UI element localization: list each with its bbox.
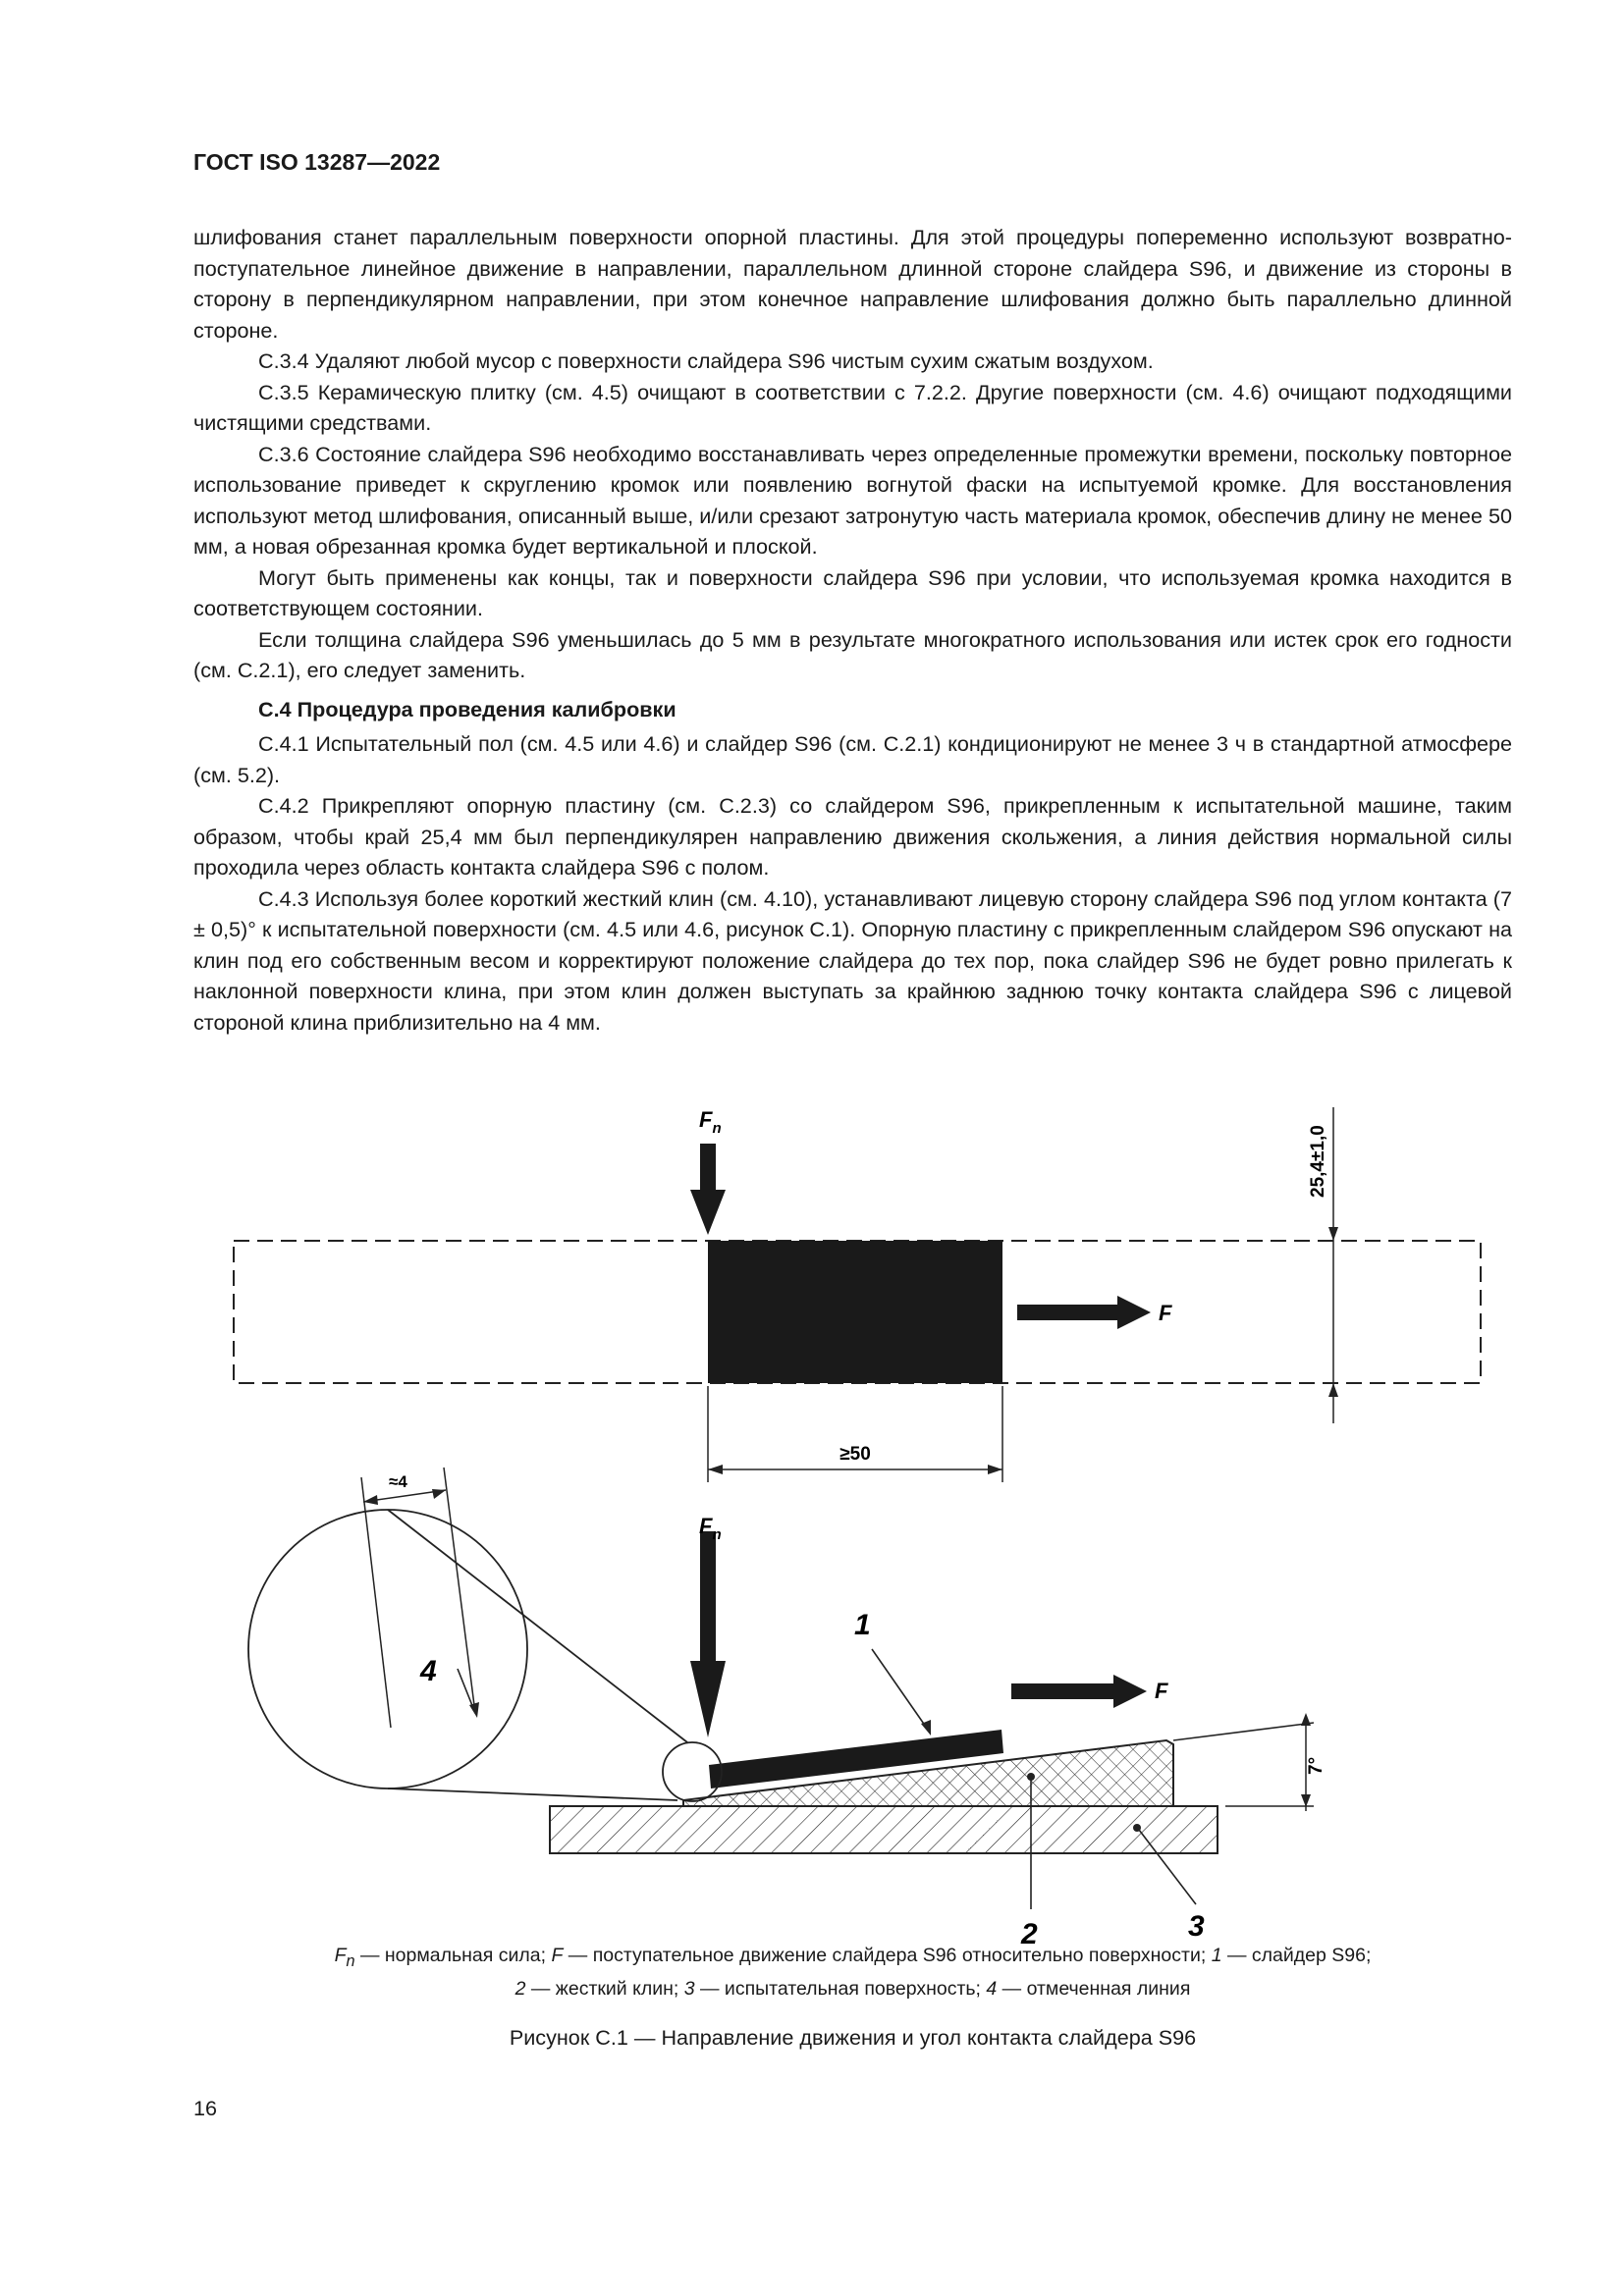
- length-dimension: [708, 1386, 1002, 1482]
- legend-f-desc: — поступательное движение слайдера S96 относительно поверхности;: [563, 1945, 1212, 1966]
- figure-caption: Рисунок С.1 — Направление движения и угол контакта слайдера S96: [509, 2025, 1197, 2050]
- figure-legend: [193, 1942, 1512, 2002]
- paragraph-c-3-6-b: Могут быть применены как концы, так и поверхности слайдера S96 при условии, что используемая кромка находится в соответствующем состоянии.: [193, 564, 1512, 620]
- paragraph-c-4-2: С.4.2 Прикрепляют опорную пластину (см. С.2.3) со слайдером S96, прикрепленным к испытательной машине, таким образом, чтобы край 25,4 мм был перпендикулярен направлению движения скольжения, а линия действия нормальной силы проходила через область контакта слайдера S96 с полом.: [193, 793, 1512, 880]
- fn-label-side: $F_n$: [699, 1514, 722, 1543]
- legend-fn-desc: — нормальная сила;: [354, 1945, 552, 1966]
- slider-footprint: [708, 1241, 1002, 1383]
- width-dimension: [1308, 1107, 1338, 1423]
- angle-label: 7°: [1306, 1756, 1326, 1775]
- legend-line-2: [193, 1975, 1512, 2002]
- legend-n1: 1: [1211, 1945, 1222, 1966]
- f-label-side: F: [1155, 1679, 1168, 1703]
- legend-d1: — слайдер S96;: [1221, 1945, 1372, 1966]
- length-dimension-label: ≥50: [839, 1444, 871, 1465]
- page-number: 16: [193, 2096, 218, 2120]
- width-dimension-label: 25,4±1,0: [1308, 1125, 1328, 1198]
- figure-c-1: [0, 1080, 1624, 1944]
- side-view: [248, 1468, 1326, 1944]
- callout-2: 2: [1021, 1918, 1038, 1944]
- paragraph-c-3-5: С.3.5 Керамическую плитку (см. 4.5) очищают в соответствии с 7.2.2. Другие поверхности (см. 4.6) очищают подходящими чистящими средствами.: [193, 379, 1512, 435]
- normal-force-arrow-top: [690, 1107, 726, 1235]
- legend-fn-symbol: $F_n$: [334, 1945, 355, 1970]
- paragraph-c-3-6: С.3.6 Состояние слайдера S96 необходимо восстанавливать через определенные промежутки времени, поскольку повторное использование приведет к скруглению кромок или появлению вогнутой фаски на испытуемой кромке. Для восстановления используют метод шлифования, описанный выше, и/или срезают затронутую часть материала кромок, обеспечив длину не менее 50 мм, а новая обрезанная кромка будет вертикальной и плоской.: [193, 441, 1512, 559]
- motion-arrow-side: [1011, 1675, 1168, 1708]
- fn-label-top: $F_n$: [699, 1107, 722, 1137]
- callout-1: 1: [854, 1609, 871, 1641]
- section-title-c-4: С.4 Процедура проведения калибровки: [258, 696, 677, 721]
- legend-line-1: [193, 1942, 1512, 1975]
- legend-n3: 3: [683, 1977, 695, 2000]
- paragraph-c-3-6-c: Если толщина слайдера S96 уменьшилась до 5 мм в результате многократного использования или истек срок его годности (см. С.2.1), его следует заменить.: [193, 626, 1512, 682]
- motion-arrow-plan: [1017, 1296, 1172, 1329]
- document-header: ГОСТ ISO 13287—2022: [193, 149, 441, 175]
- legend-n4: 4: [986, 1977, 998, 2000]
- legend-d3: — испытательная поверхность;: [694, 1977, 987, 2000]
- magnified-detail: [248, 1510, 527, 1814]
- paragraph-c-3-4: С.3.4 Удаляют любой мусор с поверхности слайдера S96 чистым сухим сжатым воздухом.: [258, 348, 1154, 373]
- body-text: [193, 222, 1512, 1038]
- callout-3: 3: [1188, 1910, 1205, 1943]
- legend-f-symbol: F: [551, 1945, 564, 1966]
- plan-view: [234, 1107, 1481, 1482]
- overhang-dimension-label: ≈4: [389, 1472, 407, 1491]
- paragraph-c-4-1: С.4.1 Испытательный пол (см. 4.5 или 4.6) и слайдер S96 (см. С.2.1) кондиционируют не менее 3 ч в стандартной атмосфере (см. 5.2).: [193, 731, 1512, 787]
- legend-n2: 2: [514, 1977, 526, 2000]
- legend-d4: — отмеченная линия: [997, 1977, 1191, 2000]
- paragraph-c-4-3: С.4.3 Используя более короткий жесткий клин (см. 4.10), устанавливают лицевую сторону слайдера S96 под углом контакта (7 ± 0,5)° к испытательной поверхности (см. 4.5 или 4.6, рисунок С.1). Опорную пластину с прикрепленным слайдером S96 опускают на клин под его собственным весом и корректируют положение слайдера до тех пор, пока слайдер S96 не будет ровно прилегать к наклонной поверхности клина, при этом клин должен выступать за крайнюю заднюю точку контакта слайдера S96 с лицевой стороной клина приблизительно на 4 мм.: [193, 885, 1512, 1035]
- paragraph-continuation: шлифования станет параллельным поверхности опорной пластины. Для этой процедуры попеременно используют возвратно-поступательное линейное движение в направлении, параллельном длинной стороне слайдера S96, и движение из стороны в сторону в перпендикулярном направлении, при этом конечное направление шлифования должно быть параллельно длинной стороне.: [193, 225, 1512, 343]
- normal-force-arrow-side: [690, 1514, 726, 1737]
- legend-d2: — жесткий клин;: [525, 1977, 684, 2000]
- test-surface: [550, 1806, 1218, 1853]
- f-label-plan: F: [1159, 1301, 1172, 1325]
- callout-4: 4: [420, 1655, 437, 1687]
